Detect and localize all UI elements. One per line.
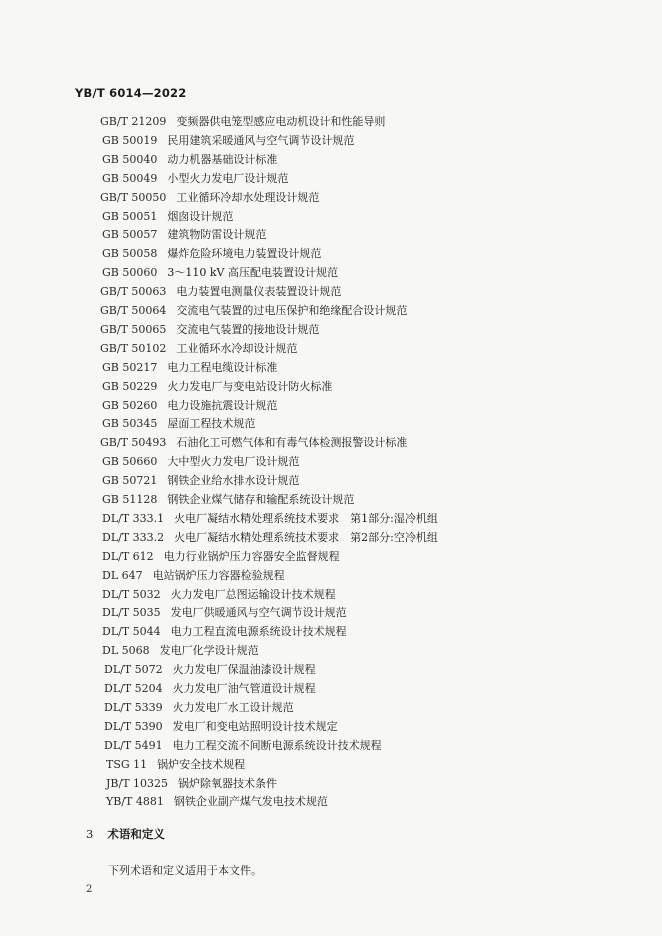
reference-item [102,510,438,528]
reference-code: GB/T 50493 [100,436,167,450]
reference-item [102,548,340,566]
reference-code: YB/T 4881 [106,795,164,809]
reference-title: 钢铁企业副产煤气发电技术规范 [173,795,328,809]
reference-code: GB/T 50050 [100,190,167,204]
reference-item [102,208,233,226]
reference-item [102,245,321,263]
reference-title: 大中型火力发电厂设计规范 [167,455,300,469]
reference-code: GB/T 50063 [100,285,167,299]
reference-code: DL 5068 [102,644,150,658]
reference-code: DL/T 5390 [104,719,163,733]
reference-item [102,623,347,641]
reference-item [104,737,382,755]
reference-title: 发电厂和变电站照明设计技术规定 [172,719,338,733]
reference-code: DL/T 5072 [104,663,163,677]
reference-title: 发电厂供暖通风与空气调节设计规范 [170,606,347,620]
reference-code: DL/T 5204 [104,682,163,695]
reference-title: 电站锅炉压力容器检验规程 [152,568,285,582]
document-code-header: YB/T 6014—2022 [75,86,187,100]
reference-title: 火力发电厂水工设计规范 [172,700,294,714]
reference-code: GB 50019 [102,133,158,147]
reference-title: 民用建筑采暖通风与空气调节设计规范 [167,133,355,147]
reference-title: 小型火力发电厂设计规范 [167,171,289,185]
reference-item [102,604,347,622]
reference-code: GB/T 21209 [100,115,167,128]
reference-code: DL/T 5491 [104,738,163,752]
reference-item [102,472,299,490]
reference-item [100,321,319,339]
reference-code: GB 50721 [102,474,158,488]
reference-title: 钢铁企业煤气储存和输配系统设计规范 [167,493,355,506]
reference-item [106,793,328,811]
reference-title: 爆炸危险环境电力装置设计规范 [167,247,322,261]
reference-item [102,567,285,585]
reference-item [102,491,354,509]
reference-code: DL/T 612 [102,549,154,563]
reference-item [104,680,316,698]
reference-title: 火力发电厂总图运输设计技术规程 [170,587,336,601]
reference-code: DL/T 333.2 [102,530,165,544]
reference-title: 电力工程电缆设计标准 [167,360,278,374]
reference-item [102,264,338,282]
reference-item [102,642,259,660]
reference-code: DL/T 5339 [104,700,163,714]
reference-item [104,699,294,717]
reference-title: 电力工程交流不间断电源系统设计技术规程 [172,738,382,752]
reference-title: 锅炉安全技术规程 [157,757,246,771]
reference-code: GB 50049 [102,171,158,185]
reference-code: GB 50057 [102,228,158,242]
reference-title: 钢铁企业给水排水设计规范 [167,474,300,488]
reference-title: 电力工程直流电源系统设计技术规程 [170,625,347,639]
reference-code: GB 50060 [102,266,158,280]
reference-item [102,586,336,604]
reference-item [104,718,338,736]
reference-title: 电力设施抗震设计规范 [167,398,278,412]
reference-code: DL/T 5035 [102,606,161,620]
reference-code: DL/T 333.1 [102,511,165,525]
reference-code: GB 50217 [102,360,158,374]
reference-title: 电力行业锅炉压力容器安全监督规程 [163,549,340,563]
reference-code: JB/T 10325 [106,776,169,790]
reference-code: DL/T 5044 [102,625,161,639]
reference-code: DL 647 [102,568,143,582]
section-number: 3 [86,827,94,841]
reference-title: 交流电气装置的过电压保护和绝缘配合设计规范 [176,304,408,317]
reference-item [106,775,277,793]
reference-title: 建筑物防雷设计规范 [167,228,267,242]
reference-item [100,189,319,207]
reference-title: 变频器供电笼型感应电动机设计和性能导则 [176,115,386,128]
reference-item [104,661,316,679]
reference-code: GB 50345 [102,417,158,431]
reference-code: GB 50058 [102,247,158,261]
reference-title: 火电厂凝结水精处理系统技术要求 第2部分:空冷机组 [174,530,438,544]
reference-item [100,340,297,358]
reference-code: GB 50051 [102,209,158,223]
reference-item [102,132,354,150]
reference-title: 石油化工可燃气体和有毒气体检测报警设计标准 [176,436,408,450]
reference-code: TSG 11 [106,757,148,771]
reference-item [102,359,277,377]
reference-title: 烟囱设计规范 [167,209,234,223]
reference-title: 发电厂化学设计规范 [159,644,259,658]
reference-code: GB 50229 [102,379,158,393]
reference-code: GB 50660 [102,455,158,469]
reference-title: 3～110 kV 高压配电装置设计规范 [167,266,338,280]
section-title: 术语和定义 [107,827,165,841]
reference-item [102,226,266,244]
reference-item [102,453,299,471]
reference-code: GB/T 50102 [100,341,167,355]
reference-code: GB/T 50065 [100,322,167,336]
section-heading [86,826,165,842]
section-paragraph: 下列术语和定义适用于本文件。 [108,864,262,877]
page-number: 2 [86,884,93,895]
reference-code: GB/T 50064 [100,304,167,317]
reference-item [100,302,407,320]
reference-title: 工业循环水冷却设计规范 [176,341,298,355]
reference-title: 动力机器基础设计标准 [167,152,278,166]
reference-title: 屋面工程技术规范 [167,417,256,431]
reference-title: 交流电气装置的接地设计规范 [176,322,320,336]
reference-item [102,378,332,396]
reference-item [102,415,255,433]
reference-item [102,529,438,547]
reference-code: GB 51128 [102,493,158,506]
reference-code: DL/T 5032 [102,587,161,601]
reference-item [102,170,288,188]
reference-item [100,113,385,131]
reference-title: 电力装置电测量仪表装置设计规范 [176,285,342,299]
reference-item [106,756,245,774]
reference-code: GB 50040 [102,152,158,166]
reference-title: 火力发电厂保温油漆设计规程 [172,663,316,677]
reference-title: 火力发电厂油气管道设计规程 [172,682,316,695]
reference-item [100,434,407,452]
reference-item [102,151,277,169]
reference-title: 火力发电厂与变电站设计防火标准 [167,379,333,393]
reference-code: GB 50260 [102,398,158,412]
reference-item [102,397,277,415]
reference-title: 火电厂凝结水精处理系统技术要求 第1部分:湿冷机组 [174,511,438,525]
reference-title: 工业循环冷却水处理设计规范 [176,190,320,204]
reference-title: 锅炉除氧器技术条件 [178,776,278,790]
reference-item [100,283,341,301]
